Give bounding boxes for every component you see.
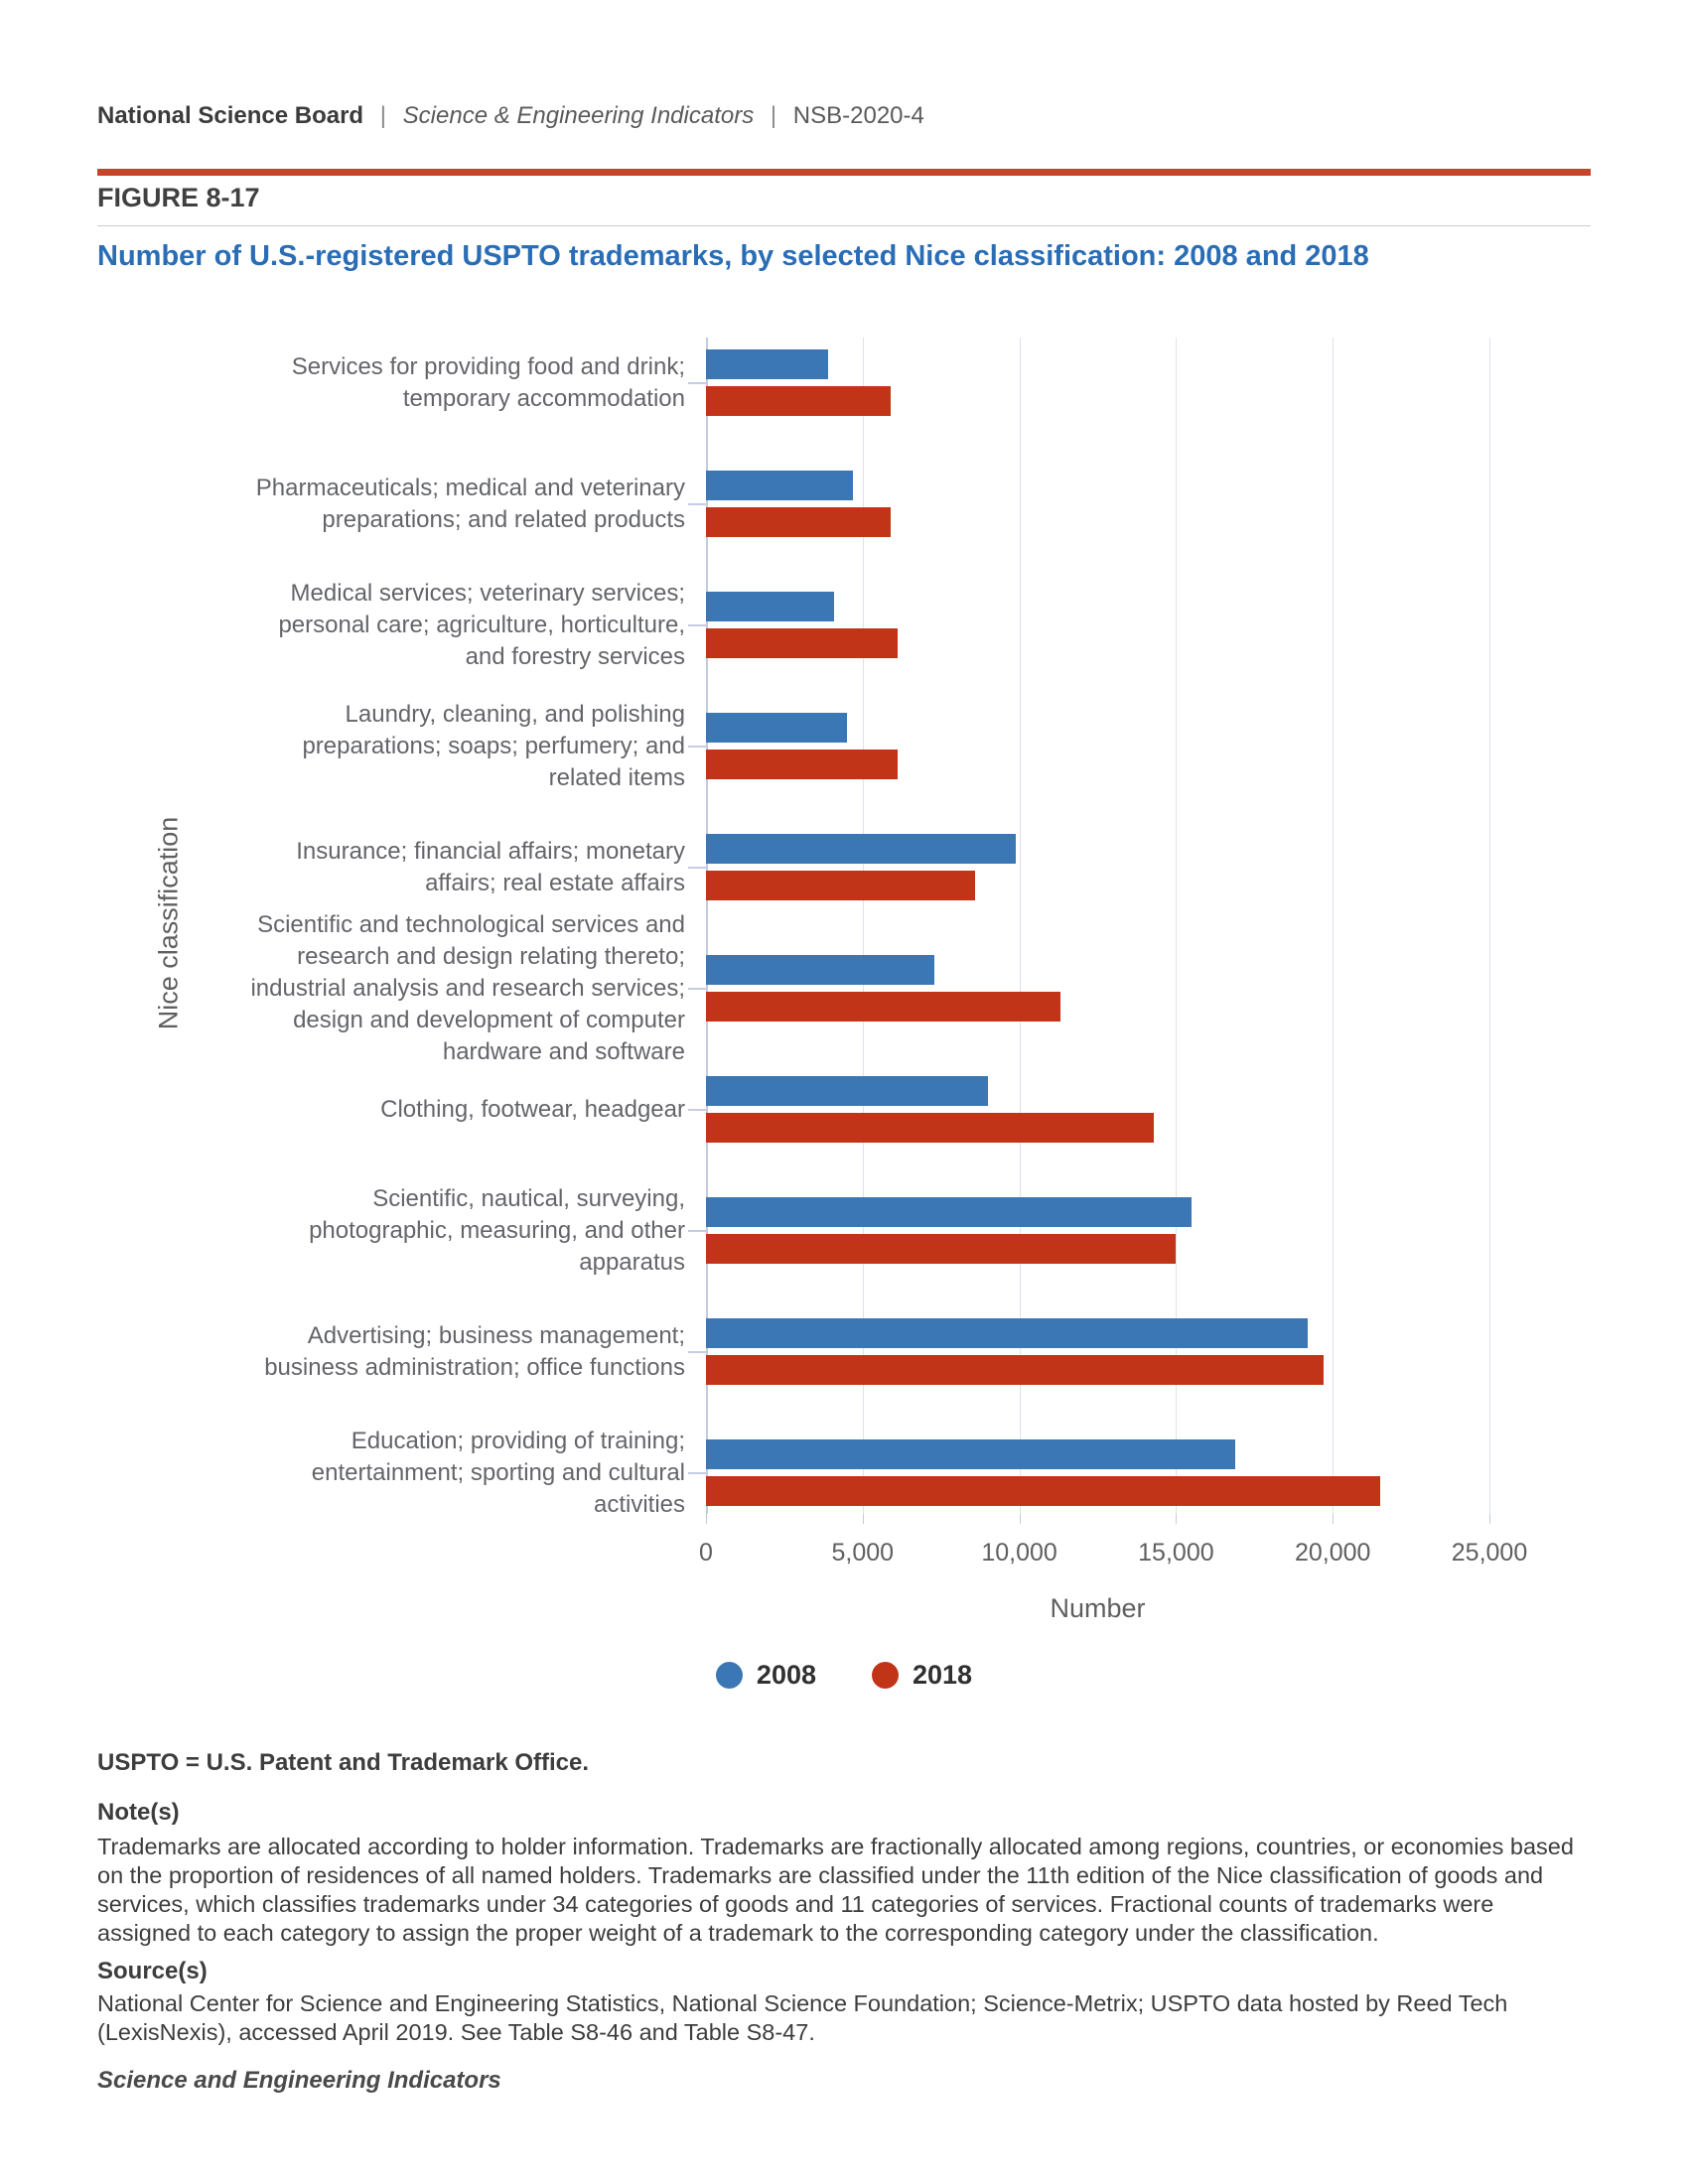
x-axis-tick-label: 25,000: [1451, 1539, 1528, 1567]
legend-dot-icon: [716, 1662, 743, 1689]
header-separator: |: [379, 102, 386, 129]
bar-2008-1: [706, 349, 828, 379]
bar-2018-9: [706, 1355, 1324, 1385]
x-axis-tick: [1489, 1514, 1490, 1524]
gridline: [1020, 338, 1021, 1514]
header-report-id: NSB-2020-4: [792, 102, 924, 129]
bar-2018-8: [706, 1234, 1176, 1264]
category-label: Laundry, cleaning, and polishing preparations; soaps; perfumery; and related items: [302, 700, 685, 791]
category-tick: [688, 1351, 706, 1353]
bar-2018-2: [706, 507, 891, 537]
bar-2008-5: [706, 834, 1016, 864]
gridline: [1489, 338, 1490, 1514]
x-axis-tick-label: 10,000: [981, 1539, 1057, 1567]
y-axis-title: Nice classification: [153, 816, 184, 1030]
sources-heading: Source(s): [97, 1958, 208, 1984]
category-label: Scientific, nautical, surveying, photographic, measuring, and other apparatus: [309, 1184, 685, 1276]
category-label: Services for providing food and drink; temporary accommodation: [291, 352, 685, 412]
x-axis-tick: [863, 1514, 864, 1524]
notes-heading: Note(s): [97, 1799, 180, 1826]
page-header: [97, 102, 924, 130]
category-tick: [688, 1109, 706, 1111]
category-tick: [688, 382, 706, 384]
bar-2018-1: [706, 386, 891, 416]
figure-label: FIGURE 8-17: [97, 183, 260, 212]
category-tick: [688, 1230, 706, 1232]
y-axis-line: [706, 338, 708, 1514]
bar-2008-7: [706, 1076, 988, 1106]
sources-text: National Center for Science and Engineering Statistics, National Science Foundation; Science-Metrix; USPTO data hosted by Reed Tech (LexisNexis), accessed April 2019. See Table S8-46 and Table S8-47.: [97, 1990, 1508, 2045]
x-axis-tick-label: 20,000: [1294, 1539, 1371, 1567]
category-label: Advertising; business management; business administration; office functions: [264, 1321, 685, 1381]
bar-2018-7: [706, 1113, 1154, 1143]
x-axis-tick-label: 15,000: [1138, 1539, 1214, 1567]
divider-rule: [97, 225, 1591, 226]
category-tick: [688, 988, 706, 990]
x-axis-tick: [1333, 1514, 1334, 1524]
bar-2018-10: [706, 1476, 1380, 1506]
x-axis-tick: [706, 1514, 707, 1524]
bar-2008-10: [706, 1439, 1235, 1469]
gridline: [1333, 338, 1334, 1514]
bar-2008-8: [706, 1197, 1192, 1227]
legend-dot-icon: [872, 1662, 899, 1689]
bar-2018-3: [706, 628, 898, 658]
legend-label: 2008: [756, 1660, 816, 1690]
accent-rule: [97, 169, 1591, 176]
gridline: [863, 338, 864, 1514]
x-axis-tick-label: 5,000: [831, 1539, 895, 1567]
bar-2008-9: [706, 1318, 1308, 1348]
category-tick: [688, 503, 706, 505]
bar-2008-6: [706, 955, 934, 985]
header-org: National Science Board: [97, 102, 364, 129]
footer-brand: Science and Engineering Indicators: [97, 2067, 501, 2094]
category-label: Pharmaceuticals; medical and veterinary preparations; and related products: [255, 474, 685, 533]
x-axis-tick: [1176, 1514, 1177, 1524]
category-label: Clothing, footwear, headgear: [380, 1095, 685, 1123]
notes-text: Trademarks are allocated according to holder information. Trademarks are fractionally allocated among regions, countries, or economies based on the proportion of residences of all named holders. Trademarks are classified under the 11th edition of the Nice classification of goods and services, which classifies trademarks under 34 categories of goods and 11 categories of services. Fractional counts of trademarks were assigned to each category to assign the proper weight of a trademark to the corresponding category under the classification.: [97, 1834, 1574, 1946]
legend-item-2008: [716, 1660, 816, 1691]
category-label: Education; providing of training; entertainment; sporting and cultural activities: [311, 1427, 685, 1518]
category-tick: [688, 746, 706, 748]
bar-2018-6: [706, 992, 1060, 1022]
bar-2018-5: [706, 871, 975, 900]
figure-title: Number of U.S.-registered USPTO trademarks, by selected Nice classification: 2008 and 2018: [97, 240, 1369, 272]
category-label: Medical services; veterinary services; personal care; agriculture, horticulture, and forestry services: [278, 579, 685, 670]
category-label: Insurance; financial affairs; monetary affairs; real estate affairs: [296, 837, 685, 896]
header-separator: |: [770, 102, 777, 129]
bar-2008-3: [706, 592, 834, 621]
legend-item-2018: [872, 1660, 972, 1691]
bar-2008-2: [706, 471, 853, 500]
x-axis-title: Number: [1050, 1593, 1146, 1623]
x-axis-tick-label: 0: [699, 1539, 713, 1567]
header-publication: Science & Engineering Indicators: [402, 102, 755, 129]
category-tick: [688, 867, 706, 869]
abbreviation-note: USPTO = U.S. Patent and Trademark Office.: [97, 1749, 590, 1776]
category-tick: [688, 1472, 706, 1474]
gridline: [1176, 338, 1177, 1514]
chart-legend: [0, 1660, 1688, 1691]
x-axis-tick: [1020, 1514, 1021, 1524]
legend-label: 2018: [913, 1660, 973, 1690]
bar-2018-4: [706, 750, 898, 779]
category-label: Scientific and technological services and research and design relating thereto; industrial analysis and research services; design and development of computer hardware and software: [250, 910, 685, 1065]
category-tick: [688, 624, 706, 626]
bar-2008-4: [706, 713, 847, 743]
